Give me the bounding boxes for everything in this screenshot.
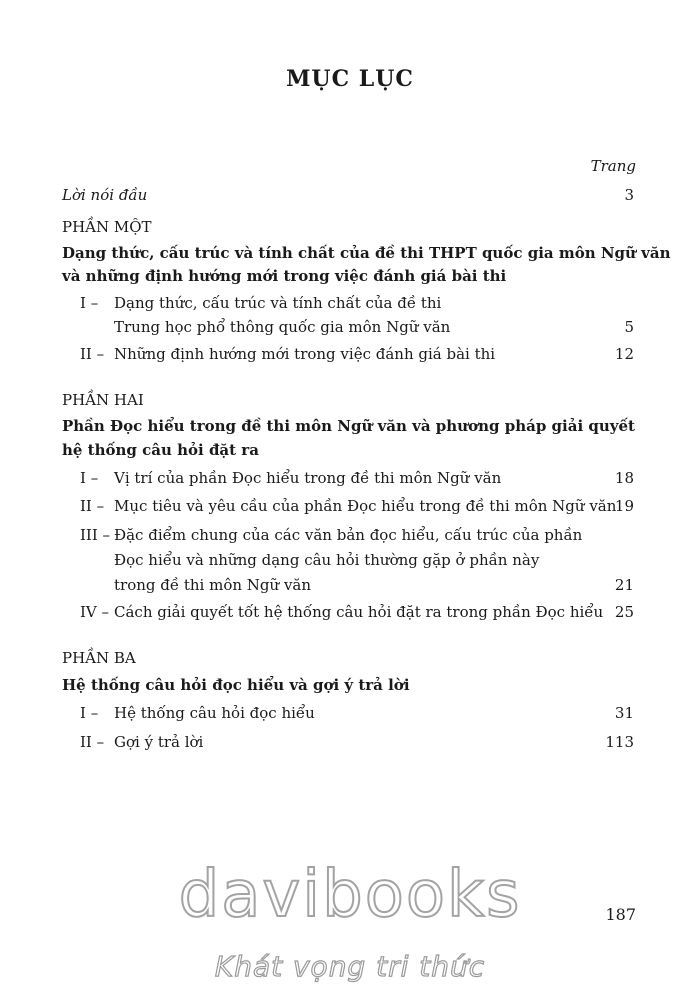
page-title: MỤC LỤC <box>286 66 414 92</box>
part-heading: PHẦN MỘT <box>62 218 152 236</box>
toc-entry[interactable]: Dạng thức, cấu trúc và tính chất của đề thi <box>114 294 442 312</box>
toc-page-number: 31 <box>614 704 634 722</box>
toc-entry[interactable]: trong đề thi môn Ngữ văn <box>114 576 312 594</box>
toc-entry[interactable]: Đặc điểm chung của các văn bản đọc hiểu, cấu trúc của phần <box>114 526 583 544</box>
toc-entry[interactable]: Cách giải quyết tốt hệ thống câu hỏi đặt ra trong phần Đọc hiểu <box>114 603 604 621</box>
toc-entry[interactable]: Những định hướng mới trong việc đánh giá bài thi <box>114 345 496 363</box>
toc-preface[interactable] <box>62 185 638 205</box>
toc-page-number: 25 <box>614 603 634 621</box>
toc-page-number: 12 <box>614 345 634 363</box>
part-subtitle: Hệ thống câu hỏi đọc hiểu và gợi ý trả lời <box>62 676 410 694</box>
page-column-label: Trang <box>590 157 636 175</box>
toc-page-number: 113 <box>605 733 634 751</box>
part-heading: PHẦN BA <box>62 649 136 667</box>
part-subtitle: hệ thống câu hỏi đặt ra <box>62 441 259 459</box>
toc-roman: II – <box>80 733 105 751</box>
toc-preface-label: Lời nói đầu <box>62 186 148 204</box>
toc-page-number: 5 <box>624 318 634 336</box>
toc-roman: II – <box>80 345 105 363</box>
toc-roman: I – <box>80 704 99 722</box>
toc-roman: I – <box>80 469 99 487</box>
part-subtitle: Phần Đọc hiểu trong đề thi môn Ngữ văn và phương pháp giải quyết <box>62 417 635 435</box>
toc-entry[interactable]: Vị trí của phần Đọc hiểu trong đề thi môn Ngữ văn <box>114 469 502 487</box>
part-subtitle: và những định hướng mới trong việc đánh giá bài thi <box>62 267 507 285</box>
toc-page-number: 3 <box>624 186 634 204</box>
toc-entry[interactable]: Mục tiêu và yêu cầu của phần Đọc hiểu trong đề thi môn Ngữ văn <box>114 497 617 515</box>
toc-entry[interactable]: Trung học phổ thông quốc gia môn Ngữ văn <box>114 318 451 336</box>
part-subtitle: Dạng thức, cấu trúc và tính chất của đề thi THPT quốc gia môn Ngữ văn <box>62 244 671 262</box>
toc-roman: II – <box>80 497 105 515</box>
watermark-brand: davibooks <box>178 858 522 932</box>
toc-entry[interactable]: Hệ thống câu hỏi đọc hiểu <box>114 704 315 722</box>
toc-page-number: 18 <box>614 469 634 487</box>
toc-roman: IV – <box>80 603 110 621</box>
toc-roman: I – <box>80 294 99 312</box>
toc-roman: III – <box>80 526 111 544</box>
toc-page-number: 21 <box>614 576 634 594</box>
page-number: 187 <box>605 905 636 924</box>
toc-page-number: 19 <box>614 497 634 515</box>
toc-entry[interactable]: Gợi ý trả lời <box>114 733 204 751</box>
watermark-slogan: Khát vọng tri thức <box>214 950 486 983</box>
part-heading: PHẦN HAI <box>62 391 144 409</box>
toc-entry[interactable]: Đọc hiểu và những dạng câu hỏi thường gặp ở phần này <box>114 551 540 569</box>
